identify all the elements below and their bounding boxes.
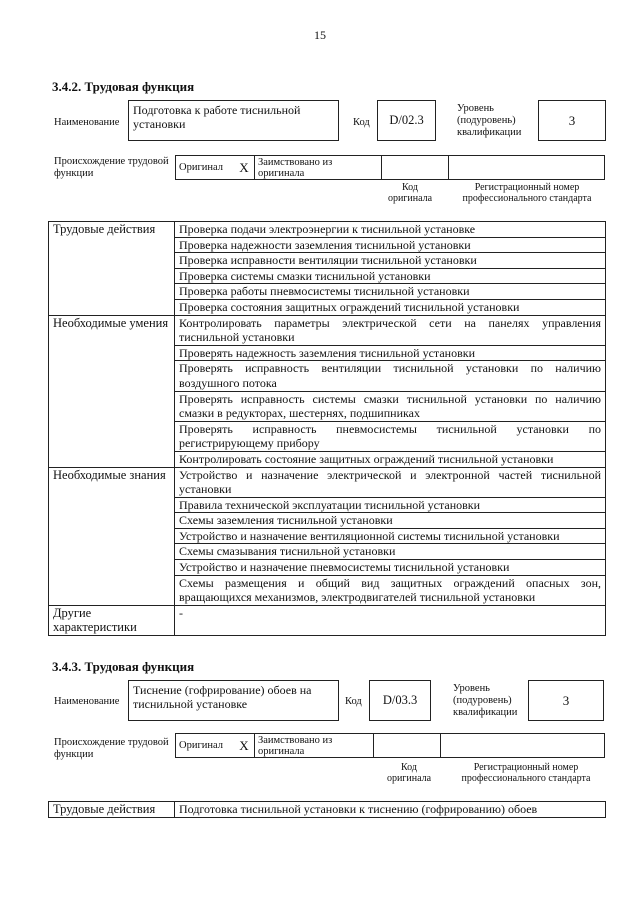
skill-item: Проверять надежность заземления тиснильной установки xyxy=(175,345,606,361)
original-label: Оригинал xyxy=(176,156,235,180)
level-label: Уровень (подуровень) квалификации xyxy=(453,683,518,718)
name-label: Наименование xyxy=(54,117,120,128)
actions-label: Трудовые действия xyxy=(49,802,175,818)
reg-number-caption: Регистрационный номер профессионального стандарта xyxy=(461,762,591,784)
code-original-caption: Код оригинала xyxy=(386,762,432,784)
action-item: Проверка надежности заземления тиснильной установки xyxy=(175,237,606,253)
function-name-value: Подготовка к работе тиснильной установки xyxy=(133,103,301,131)
knowledge-item: Схемы заземления тиснильной установки xyxy=(175,513,606,529)
borrowed-label: Заимствовано из оригинала xyxy=(255,156,382,180)
action-item: Проверка подачи электроэнергии к тиснильной установке xyxy=(175,222,606,238)
skill-item: Проверять исправность пневмосистемы тиснильной установки по регистрирующему прибору xyxy=(175,421,606,451)
origin-label: Происхождение трудовой функции xyxy=(54,156,169,179)
code-original-caption: Код оригинала xyxy=(387,182,433,204)
original-mark: X xyxy=(234,734,255,758)
reg-number-caption: Регистрационный номер профессионального стандарта xyxy=(462,182,592,204)
level-box xyxy=(538,100,606,141)
skill-item: Проверять исправность системы смазки тиснильной установки по наличию смазки в редукторах, шестернях, подшипниках xyxy=(175,391,606,421)
code-value: D/02.3 xyxy=(389,113,424,127)
level-value: 3 xyxy=(568,112,576,128)
reg-number-cell xyxy=(441,734,605,758)
level-value: 3 xyxy=(562,692,570,708)
code-box xyxy=(377,100,436,141)
skill-item: Проверять исправность вентиляции тиснильной установки по наличию воздушного потока xyxy=(175,361,606,391)
other-value: - xyxy=(175,605,606,635)
origin-table xyxy=(175,733,605,758)
action-item: Проверка системы смазки тиснильной установки xyxy=(175,268,606,284)
knowledge-item: Схемы размещения и общий вид защитных ограждений опасных зон, вращающихся механизмов, электродвигателей тиснильной установки xyxy=(175,575,606,605)
original-label: Оригинал xyxy=(176,734,235,758)
action-item: Проверка состояния защитных ограждений тиснильной установки xyxy=(175,299,606,315)
code-value: D/03.3 xyxy=(382,693,418,707)
code-label: Код xyxy=(345,696,362,707)
origin-label: Происхождение трудовой функции xyxy=(54,737,169,760)
knowledge-item: Устройство и назначение вентиляционной системы тиснильной установки xyxy=(175,528,606,544)
code-box xyxy=(369,680,431,721)
page-number: 15 xyxy=(314,28,326,42)
action-item: Проверка работы пневмосистемы тиснильной установки xyxy=(175,284,606,300)
function-name-box xyxy=(128,680,339,721)
knowledge-item: Схемы смазывания тиснильной установки xyxy=(175,544,606,560)
other-label: Другие характеристики xyxy=(49,605,175,635)
section-heading-343: 3.4.3. Трудовая функция xyxy=(52,659,195,674)
knowledge-label: Необходимые знания xyxy=(49,467,175,605)
actions-label: Трудовые действия xyxy=(49,222,175,316)
skill-item: Контролировать параметры электрической сети на панелях управления тиснильной установки xyxy=(175,315,606,345)
code-original-cell xyxy=(382,156,449,180)
knowledge-item: Устройство и назначение электрической и электронной частей тиснильной установки xyxy=(175,467,606,497)
knowledge-item: Устройство и назначение пневмосистемы тиснильной установки xyxy=(175,560,606,576)
borrowed-label: Заимствовано из оригинала xyxy=(255,734,374,758)
action-item: Подготовка тиснильной установки к тиснению (гофрированию) обоев xyxy=(175,802,606,818)
skill-item: Контролировать состояние защитных ограждений тиснильной установки xyxy=(175,451,606,467)
labor-function-table xyxy=(48,221,606,636)
code-label: Код xyxy=(353,117,370,128)
level-label: Уровень (подуровень) квалификации xyxy=(457,103,522,138)
origin-table xyxy=(175,155,605,180)
level-box xyxy=(528,680,604,721)
reg-number-cell xyxy=(449,156,605,180)
action-item: Проверка исправности вентиляции тиснильной установки xyxy=(175,253,606,269)
function-name-value: Тиснение (гофрирование) обоев на тиснильной установке xyxy=(133,683,312,711)
original-mark: X xyxy=(234,156,255,180)
code-original-cell xyxy=(374,734,441,758)
function-name-box xyxy=(128,100,339,141)
skills-label: Необходимые умения xyxy=(49,315,175,467)
labor-function-table-2 xyxy=(48,801,606,818)
knowledge-item: Правила технической эксплуатации тиснильной установки xyxy=(175,497,606,513)
name-label: Наименование xyxy=(54,696,120,707)
section-heading-342: 3.4.2. Трудовая функция xyxy=(52,79,195,94)
